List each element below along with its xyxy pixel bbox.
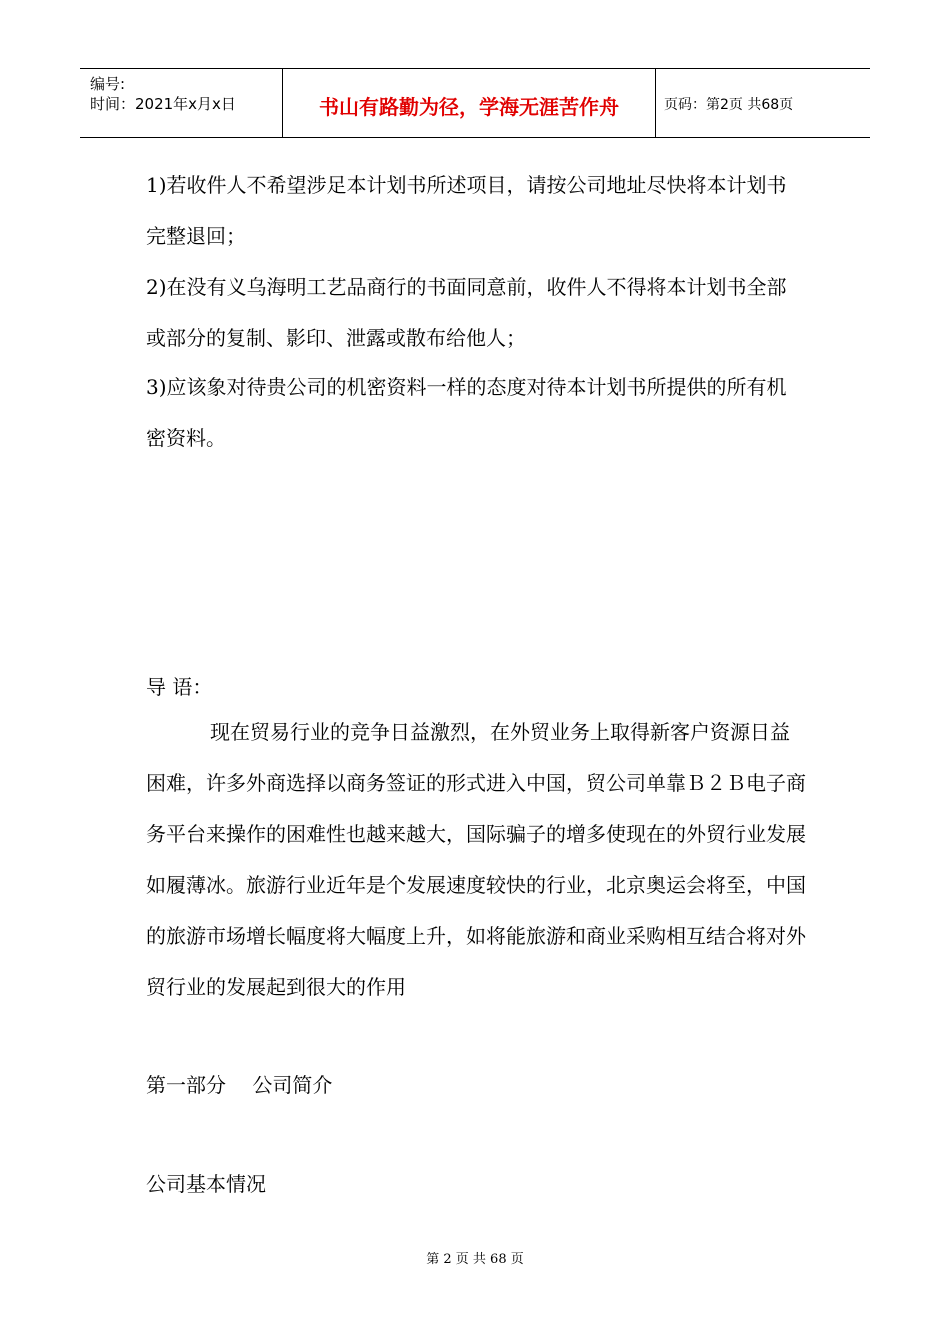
header-motto: 书山有路勤为径，学海无涯苦作舟 <box>319 95 619 119</box>
document-date-label: 时间：2021年x月x日 <box>90 95 236 113</box>
intro-body: 现在贸易行业的竞争日益激烈，在外贸业务上取得新客户资源日益困难，许多外商选择以商务签证的形式进入中国，贸公司单靠Ｂ２Ｂ电子商务平台来操作的困难性也越来越大，国际骗子的增多使现在的外贸行业发展如履薄冰。旅游行业近年是个发展速度较快的行业，北京奥运会将至，中国的旅游市场增长幅度将大幅度上升，如将能旅游和商业采购相互结合将对外贸行业的发展起到很大的作用 <box>146 720 806 999</box>
header-page-number: 页码：第2页 共68页 <box>664 97 794 113</box>
header-page-cell <box>656 69 870 137</box>
document-code-label: 编号: <box>90 75 126 93</box>
notice-2: 2)在没有义乌海明工艺品商行的书面同意前，收件人不得将本计划书全部或部分的复制、影印、泄露或散布给他人； <box>146 275 787 350</box>
subsection-title: 公司基本情况 <box>146 1172 266 1196</box>
header-motto-cell <box>283 69 656 137</box>
section-title: 第一部分 公司简介 <box>146 1073 333 1097</box>
notice-1: 1)若收件人不希望涉足本计划书所述项目，请按公司地址尽快将本计划书完整退回； <box>146 173 787 248</box>
page-footer: 第 2 页 共 68 页 <box>426 1252 524 1267</box>
header-meta-cell <box>80 69 283 137</box>
page-header <box>80 68 870 138</box>
notice-3: 3)应该象对待贵公司的机密资料一样的态度对待本计划书所提供的所有机密资料。 <box>146 375 787 450</box>
intro-heading: 导 语： <box>146 675 213 699</box>
